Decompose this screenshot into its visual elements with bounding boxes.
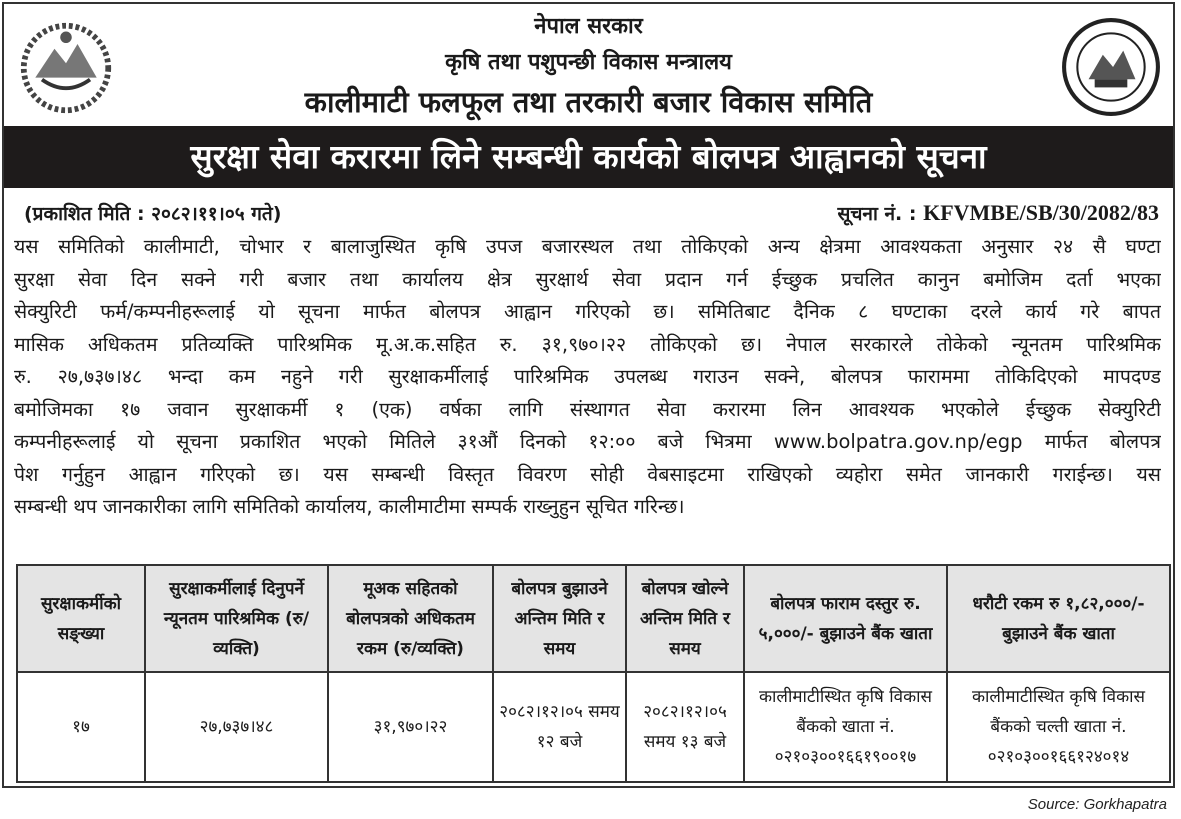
header-guard-count: सुरक्षाकर्मीको सङ्ख्या — [17, 565, 145, 672]
notice-number-value: KFVMBE/SB/30/2082/83 — [923, 200, 1159, 225]
body-line: मासिक अधिकतम प्रतिव्यक्ति पारिश्रमिक मू.अ.क.सहित रु. ३१,९७०।२२ तोकिएको छ। नेपाल सरकारले तोकेको न्यूनतम पारिश्रमिक — [14, 332, 1161, 356]
body-line: कम्पनीहरूलाई यो सूचना प्रकाशित भएको मितिले ३१औं दिनको १२:०० बजे भित्रमा www.bolpatra.gov.np/egp मार्फत बोलपत्र — [14, 430, 1161, 453]
cell-guard-count: १७ — [17, 672, 145, 782]
notice-header — [4, 4, 1173, 126]
cell-form-fee-account: कालीमाटीस्थित कृषि विकास बैंकको खाता नं. ०२१०३००१६६१९००१७ — [744, 672, 947, 782]
header-opening-date: बोलपत्र खोल्ने अन्तिम मिति र समय — [626, 565, 744, 672]
table-header-row — [17, 565, 1170, 672]
organization-seal-icon — [1060, 16, 1162, 118]
body-line: रु. २७,७३७।४८ भन्दा कम नहुने गरी सुरक्षाकर्मीलाई पारिश्रमिक उपलब्ध गराउन सक्ने, बोलपत्र फाराममा तोकिदिएको मापदण्ड — [14, 365, 1161, 388]
body-line: सम्बन्धी थप जानकारीका लागि समितिको कार्यालय, कालीमाटीमा सम्पर्क राख्नुहुन सूचित गरिन्छ। — [14, 495, 685, 518]
cell-deposit-account: कालीमाटीस्थित कृषि विकास बैंकको चल्ती खाता नं. ०२१०३००१६६१२४०१४ — [947, 672, 1170, 782]
cell-opening-date: २०८२।१२।०५ समय १३ बजे — [626, 672, 744, 782]
cell-max-amount: ३१,९७०।२२ — [328, 672, 493, 782]
body-line: सेक्युरिटी फर्म/कम्पनीहरूलाई यो सूचना मार्फत बोलपत्र आह्वान गरिएको छ। समितिबाट दैनिक ८ घण्टाका दरले कार्य गरे बापत — [14, 300, 1161, 323]
published-date: (प्रकाशित मिति : २०८२।११।०५ गते) — [24, 203, 282, 225]
notice-number-label: सूचना नं. : — [837, 203, 924, 225]
notice-meta — [24, 200, 1159, 230]
header-form-fee-account: बोलपत्र फाराम दस्तुर रु. ५,०००/- बुझाउने बैंक खाता — [744, 565, 947, 672]
table-row — [17, 672, 1170, 782]
organization-name: कालीमाटी फलफूल तथा तरकारी बजार विकास समिति — [304, 85, 873, 119]
cell-submission-deadline: २०८२।१२।०५ समय १२ बजे — [493, 672, 626, 782]
header-deposit-account: धरौटी रकम रु १,८२,०००/- बुझाउने बैंक खाता — [947, 565, 1170, 672]
source-credit: Source: Gorkhapatra — [1027, 796, 1167, 813]
notice-title: सुरक्षा सेवा करारमा लिने सम्बन्धी कार्यको बोलपत्र आह्वानको सूचना — [4, 126, 1173, 188]
body-line: पेश गर्नुहुन आह्वान गरिएको छ। यस सम्बन्धी विस्तृत विवरण सोही वेबसाइटमा राखिएको व्यहोरा समेत जानकारी गराईन्छ। यस — [14, 462, 1161, 486]
notice-body — [14, 231, 1161, 524]
header-submission-deadline: बोलपत्र बुझाउने अन्तिम मिति र समय — [493, 565, 626, 672]
body-line: यस समितिको कालीमाटी, चोभार र बालाजुस्थित कृषि उपज बजारस्थल तथा तोकिएको अन्य क्षेत्रमा आवश्यकता अनुसार २४ सै घण्टा — [14, 235, 1161, 258]
body-line: बमोजिमका १७ जवान सुरक्षाकर्मी १ (एक) वर्षका लागि संस्थागत सेवा करारमा लिन आवश्यक भएकोले ईच्छुक सेक्युरिटी — [14, 397, 1161, 421]
body-line: सुरक्षा सेवा दिन सक्ने गरी बजार तथा कार्यालय क्षेत्र सुरक्षार्थ सेवा प्रदान गर्न ईच्छुक प्रचलित कानुन बमोजिम दर्ता भएका — [14, 267, 1161, 291]
ministry-name: कृषि तथा पशुपन्छी विकास मन्त्रालय — [445, 50, 732, 75]
cell-min-wage: २७,७३७।४८ — [145, 672, 328, 782]
notice-number — [837, 200, 1159, 226]
header-min-wage: सुरक्षाकर्मीलाई दिनुपर्ने न्यूनतम पारिश्रमिक (रु/व्यक्ति) — [145, 565, 328, 672]
tender-table — [16, 564, 1171, 783]
notice-frame — [2, 2, 1175, 788]
government-name: नेपाल सरकार — [534, 14, 643, 39]
header-max-amount: मूअक सहितको बोलपत्रको अधिकतम रकम (रु/व्यक्ति) — [328, 565, 493, 672]
